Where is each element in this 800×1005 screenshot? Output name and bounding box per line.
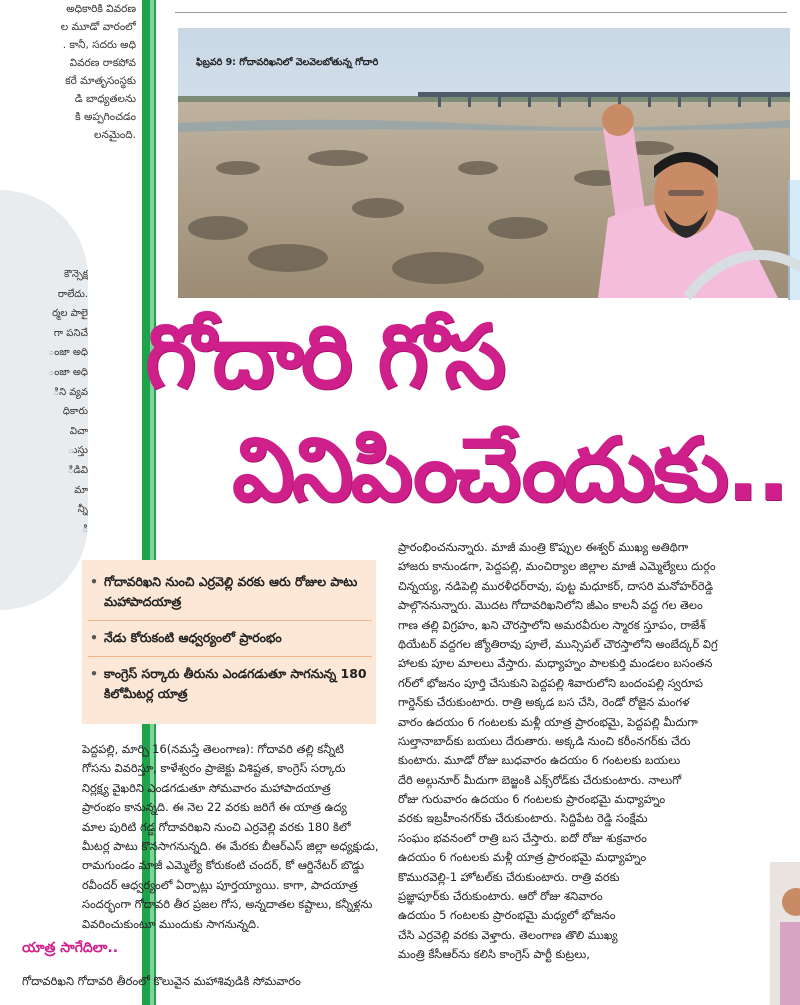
adjacent-article-line: విచా [69,425,88,437]
highlight-item: • నేడు కోరుకంటి ఆధ్వర్యంలో ప్రారంభం [90,628,372,648]
adjacent-article-line: గా పనిచే [53,327,88,339]
article-line: మాల పురిటి గడ్డ గోదావరిఖని నుంచి ఎర్రవెల్లి వరకు 180 కిలో [82,819,351,834]
adjacent-article-line: మా [74,484,88,496]
highlight-divider [88,656,372,657]
adjacent-article-line: డి బాధ్యతలను [74,93,136,105]
article-line: నిర్లక్ష్య వైఖరిని ఎండగడుతూ సోమవారం మహాపాదయాత్ర [82,780,331,795]
bullet-icon: • [90,666,98,681]
highlight-divider [88,620,372,621]
bullet-icon: • [90,574,98,589]
highlights-box [82,560,376,724]
article-line: గోదావరిఖని గోదావరి తీరంలో కొలువైన మహాశివుడికి సోమవారం [22,974,301,988]
article-line: కొమురవెల్లి-1 హోటల్‌కు చేరుకుంటారు. రాత్రి వరకు [398,869,620,884]
article-line: ఉదయం 6 గంటలకు మళ్లీ యాత్ర ప్రారంభమై మధ్యాహ్నం [398,850,647,865]
article-line: సుల్తానాబాద్‌కు బయలు దేరుతారు. అక్కడి నుంచి కరీంనగర్‌కు చేరు [398,733,691,748]
article-line: వారం ఉదయం 6 గంటలకు మళ్లీ యాత్ర ప్రారంభమై, పెద్దపల్లి మీదుగా [398,714,698,729]
adjacent-article-line: ంజా అధి [48,347,88,359]
article-line: రోజు గురువారం ఉదయం 6 గంటలకు ప్రారంభమై మధ్యాహ్నం [398,792,666,807]
adjacent-article-line: న్నీ [77,504,88,516]
article-line: హాలకు పూల మాలలు వేస్తారు. మధ్యాహ్నం పాలకుర్తి మండలం బసంతన [398,656,713,671]
article-line: పెద్దపల్లి, మార్చి 16(నమస్తే తెలంగాణ): గోదావరి తల్లి కన్నీటి [82,742,344,756]
adjacent-article-body [0,265,88,595]
adjacent-article-line: కరే మాతృసంస్థకు [65,75,136,87]
article-line: రవీందర్ ఆధ్వర్యంలో ఏర్పాట్లు పూర్తయ్యాయి. కాగా, పాదయాత్ర [82,877,358,892]
article-line: కుంటారు. మూడో రోజు బుధవారం ఉదయం 6 గంటలకు బయలు [398,753,681,768]
adjacent-article-line: ర్మల పాలై [52,308,88,320]
article-line: హాజరు కానుండగా, పెద్దపల్లి, మంచిర్యాల జిల్లాల మాజీ ఎమ్మెల్యేలు దుర్గం [398,559,716,574]
adjacent-article-line: ిని వ్యవ [53,386,88,398]
article-line: ప్రారంభం కానున్నది. ఈ నెల 22 వరకు జరిగే ఈ యాత్ర ఉద్య [82,800,347,815]
article-line: థియేటర్ వద్దగల జ్యోతిరావు పూలే, మున్సిపల్ చౌరస్తాలోని అంబేద్కర్ విగ్ర [398,636,718,651]
adjacent-article-line: రాలేదు. [57,288,88,300]
adjacent-article-line: కౌన్సెక్ష [64,269,88,280]
article-line: గర్‌లో భోజనం పూర్తి చేసుకుని పెద్దపల్లి శివారులోని బందంపల్లి స్వరూప [398,675,703,690]
article-line: మంత్రి కేసీఆర్‌ను కలిసి కాంగ్రెస్ పార్టీ కుట్రలు, [398,947,590,962]
article-column-a [82,740,378,934]
adjacent-article-line: లనమైంది. [94,129,136,141]
article-line: రామగుండం మాజీ ఎమ్మెల్యే కోరుకంటి చందర్, కో ఆర్డినేటర్ బొడ్డు [82,858,365,873]
article-line: చిన్నయ్య, నడిపెల్లి మురళీధర్‌రావు, పుట్ట మధూకర్, దాసరి మనోహర్‌రెడ్డి [398,578,714,593]
photo-caption: ఫిబ్రవరి 9: గోదావరిఖనిలో వెలవెలబోతున్న గోదారి [196,57,379,68]
article-line: ప్రారంభించనున్నారు. మాజీ మంత్రి కొప్పుల ఈశ్వర్ ముఖ్య అతిథిగా [398,540,689,554]
article-line: సందర్భంగా గోదావరి తీర ప్రజల గోస, అన్నదాతల కష్టాలు, కన్నీళ్లను [82,897,373,912]
adjacent-article-line: . కానీ, సదరు అధి [62,39,136,51]
adjacent-article-line: ంజా అధి [48,366,88,378]
adjacent-article-line: ల మూడో వారంలో [60,21,136,33]
article-line: ప్రజ్ఞాపూర్‌కు చేరుకుంటారు. ఆరో రోజు శనివారం [398,889,603,904]
adjacent-article-line: వివరణ రాకపోవ [69,57,136,69]
article-line: వరకు ఇబ్రహీంనగర్‌కు చేరుకుంటారు. సిద్దిపేట రెడ్డి సంక్షేమ [398,811,648,826]
highlight-item: • కాంగ్రెస్ సర్కారు తీరును ఎండగడుతూ సాగనున్న 180 కిలోమీటర్ల యాత్ర [90,666,367,701]
article-bottom-text [22,972,382,991]
adjacent-article-line: అధికారికి వివరణ [66,3,136,15]
article-line: వివరించుకుంటూ ముందుకు సాగనున్నది. [82,916,260,931]
top-rule [175,12,787,13]
article-line: దేరి అల్గునూర్ మీదుగా బెజ్జంకి ఎక్స్‌రోడ్‌కు చేరుకుంటారు. నాలుగో [398,772,682,787]
article-line: పాల్గొననున్నారు. మొదట గోదావరిఖనిలోని జీఎం కాలనీ వద్ద గల తెలం [398,598,703,613]
adjacent-article-line: ుస్తు [68,445,88,457]
headline-line-1: గోదారి గోస [145,305,504,408]
adjacent-article-line: కి అప్పగించడం [75,111,136,123]
adjacent-article-line: ిడివి [67,464,88,476]
headline-line-2: వినిపించేందుకు.. [232,418,787,521]
article-line: సంఘం భవనంలో రాత్రి బస చేస్తారు. ఐదో రోజు శుక్రవారం [398,830,647,845]
adjacent-article-line: ి [82,523,88,535]
article-line: గార్డెన్‌కు చేరుకుంటారు. రాత్రి అక్కడ బస చేసి, రెండో రోజైన మంగళ [398,695,690,710]
highlight-item: • గోదావరిఖని నుంచి ఎర్రవెల్లి వరకు ఆరు రోజుల పాటు మహాపాదయాత్ర [90,574,358,609]
person-thumbnail-image [770,862,800,1005]
article-line: చేసి ఎర్రవెల్లి వరకు వెళ్తారు. తెలంగాణ తొలి ముఖ్య [398,927,618,942]
bullet-icon: • [90,630,98,645]
article-line: గాణ తల్లి విగ్రహం, ఖని చౌరస్తాలోని అమరవీరుల స్మారక స్తూపం, రాజేశ్ [398,617,706,632]
article-line: మీటర్ల పాటు కొనసాగనున్నది. ఈ మేరకు బీఆర్ఎస్ జిల్లా అధ్యక్షుడు, [82,838,378,853]
section-subhead: యాత్ర సాగేదిలా.. [22,940,119,956]
article-line: గోసను వివరిస్తూ, కాళేశ్వరం ప్రాజెక్టు విశిష్టత, కాంగ్రెస్ సర్కారు [82,761,346,776]
article-line: ఉదయం 5 గంటలకు ప్రారంభమై మధ్యలో భోజనం [398,908,616,923]
article-column-b [398,538,778,965]
adjacent-article-line: ధికారు [62,406,88,418]
adjacent-photo-thumbnail [770,862,800,1005]
